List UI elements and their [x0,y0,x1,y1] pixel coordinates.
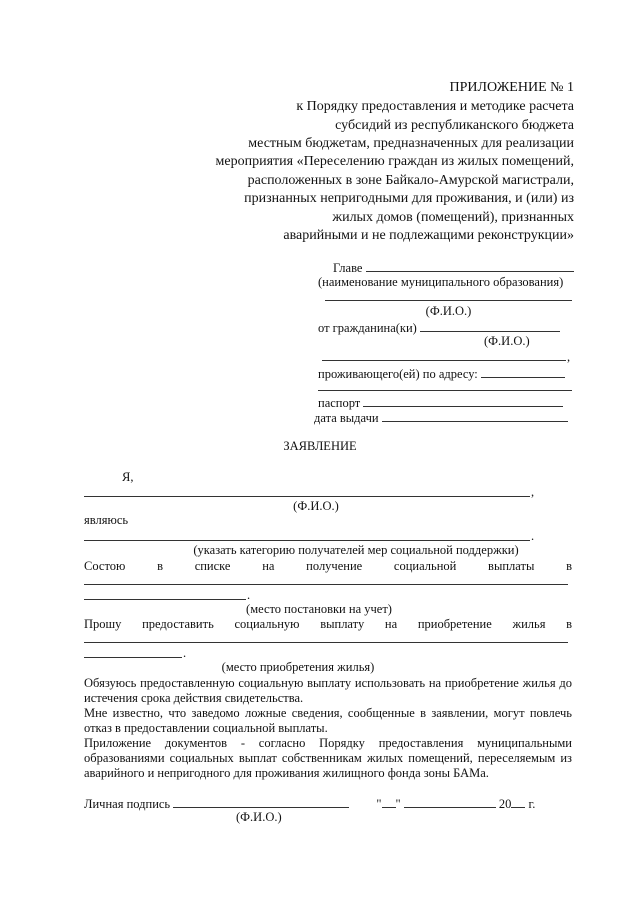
head-name-field[interactable] [366,259,574,272]
issue-date-row [314,409,568,426]
month-field[interactable] [404,795,496,808]
awareness-paragraph: Мне известно, что заведомо ложные сведения, сообщенные в заявлении, могут повлечь отказ в предоставлении социальной выплаты. [84,706,572,735]
to-label: Главе [333,261,363,275]
issue-date-field[interactable] [382,409,568,422]
purchase-period: . [183,646,187,660]
fio-hint: (Ф.И.О.) [293,499,339,513]
queue-word: списке [194,559,231,573]
request-word: Прошу [84,617,122,631]
request-word: предоставить [142,617,214,631]
applicant-full-name-field[interactable] [84,496,530,497]
purchase-hint: (место приобретения жилья) [221,660,375,674]
header-line-2: субсидий из республиканского бюджета [335,118,574,133]
purchase-place-field[interactable] [84,642,568,643]
applicant-name-field[interactable] [420,319,560,332]
residing-row [318,365,565,382]
municipality-hint: (наименование муниципального образования) [318,275,564,289]
address-field-2[interactable] [318,390,572,391]
category-period: . [531,529,535,543]
request-word: приобретение [417,617,492,631]
head-fio-field[interactable] [325,300,572,301]
category-hint: (указать категорию получателей мер социальной поддержки) [193,543,519,557]
request-word: жилья [512,617,546,631]
queue-word: выплаты [488,559,535,573]
queue-line [84,559,572,574]
passport-label: паспорт [318,396,361,410]
year-prefix: 20 [498,797,512,811]
signature-field[interactable] [173,795,349,808]
header-line-7: жилых домов (помещений), признанных [332,210,574,225]
queue-word: получение [306,559,363,573]
attachment-paragraph: Приложение документов - согласно Порядку предоставления муниципальными образованиями социальных выплат собственникам жилых помещений, переселяемым из аварийного и непригодного для проживания жилищного фонда зоны БАМа. [84,736,572,780]
queue-word: социальной [393,559,457,573]
passport-field[interactable] [363,394,563,407]
purchase-place-field-2[interactable] [84,657,182,658]
queue-word: Состою [84,559,126,573]
header-line-8: аварийными и не подлежащими реконструкции» [283,228,574,243]
i-label: Я, [122,470,134,484]
date-quote-close: " [395,797,401,811]
queue-hint: (место постановки на учет) [246,602,392,616]
year-field[interactable] [511,795,525,808]
signature-fio-hint: (Ф.И.О.) [236,810,282,824]
queue-place-field-2[interactable] [84,599,246,600]
applicant-full-name-comma: , [531,485,535,499]
residing-label: проживающего(ей) по адресу: [318,367,478,381]
fio-hint-2: (Ф.И.О.) [484,334,530,348]
addressee-to-row [333,259,574,276]
signature-label: Личная подпись [84,797,171,811]
day-field[interactable] [382,795,396,808]
year-suffix: г. [528,797,536,811]
obligation-paragraph: Обязуюсь предоставленную социальную выплату использовать на приобретение жилья до истечения срока действия свидетельства. [84,676,572,705]
request-word: в [566,617,573,631]
header-line-3: местным бюджетам, предназначенных для реализации [248,136,574,151]
category-field[interactable] [84,540,530,541]
address-field[interactable] [481,365,565,378]
request-line [84,617,572,632]
request-word: на [384,617,398,631]
queue-word: на [262,559,275,573]
signature-row [84,795,535,812]
document-title: ЗАЯВЛЕНИЕ [283,439,357,453]
queue-period: . [247,588,251,602]
fio-hint-1: (Ф.И.О.) [425,304,472,318]
appendix-title: ПРИЛОЖЕНИЕ № 1 [449,80,574,95]
queue-word: в [157,559,163,573]
date-quote-open: " [376,797,382,811]
request-word: выплату [320,617,365,631]
header-line-5: расположенных в зоне Байкало-Амурской магистрали, [247,173,574,188]
being-label: являюсь [84,513,129,527]
header-line-4: мероприятия «Переселению граждан из жилых помещений, [215,154,574,169]
applicant-fio-field[interactable] [322,360,566,361]
request-word: социальную [234,617,300,631]
from-label: от гражданина(ки) [318,321,417,335]
issue-date-label: дата выдачи [314,411,379,425]
queue-word: в [566,559,572,573]
header-line-1: к Порядку предоставления и методике расчета [296,99,574,114]
header-line-6: признанных непригодными для проживания, и (или) из [244,191,574,206]
applicant-comma: , [567,350,571,364]
queue-place-field[interactable] [84,584,568,585]
